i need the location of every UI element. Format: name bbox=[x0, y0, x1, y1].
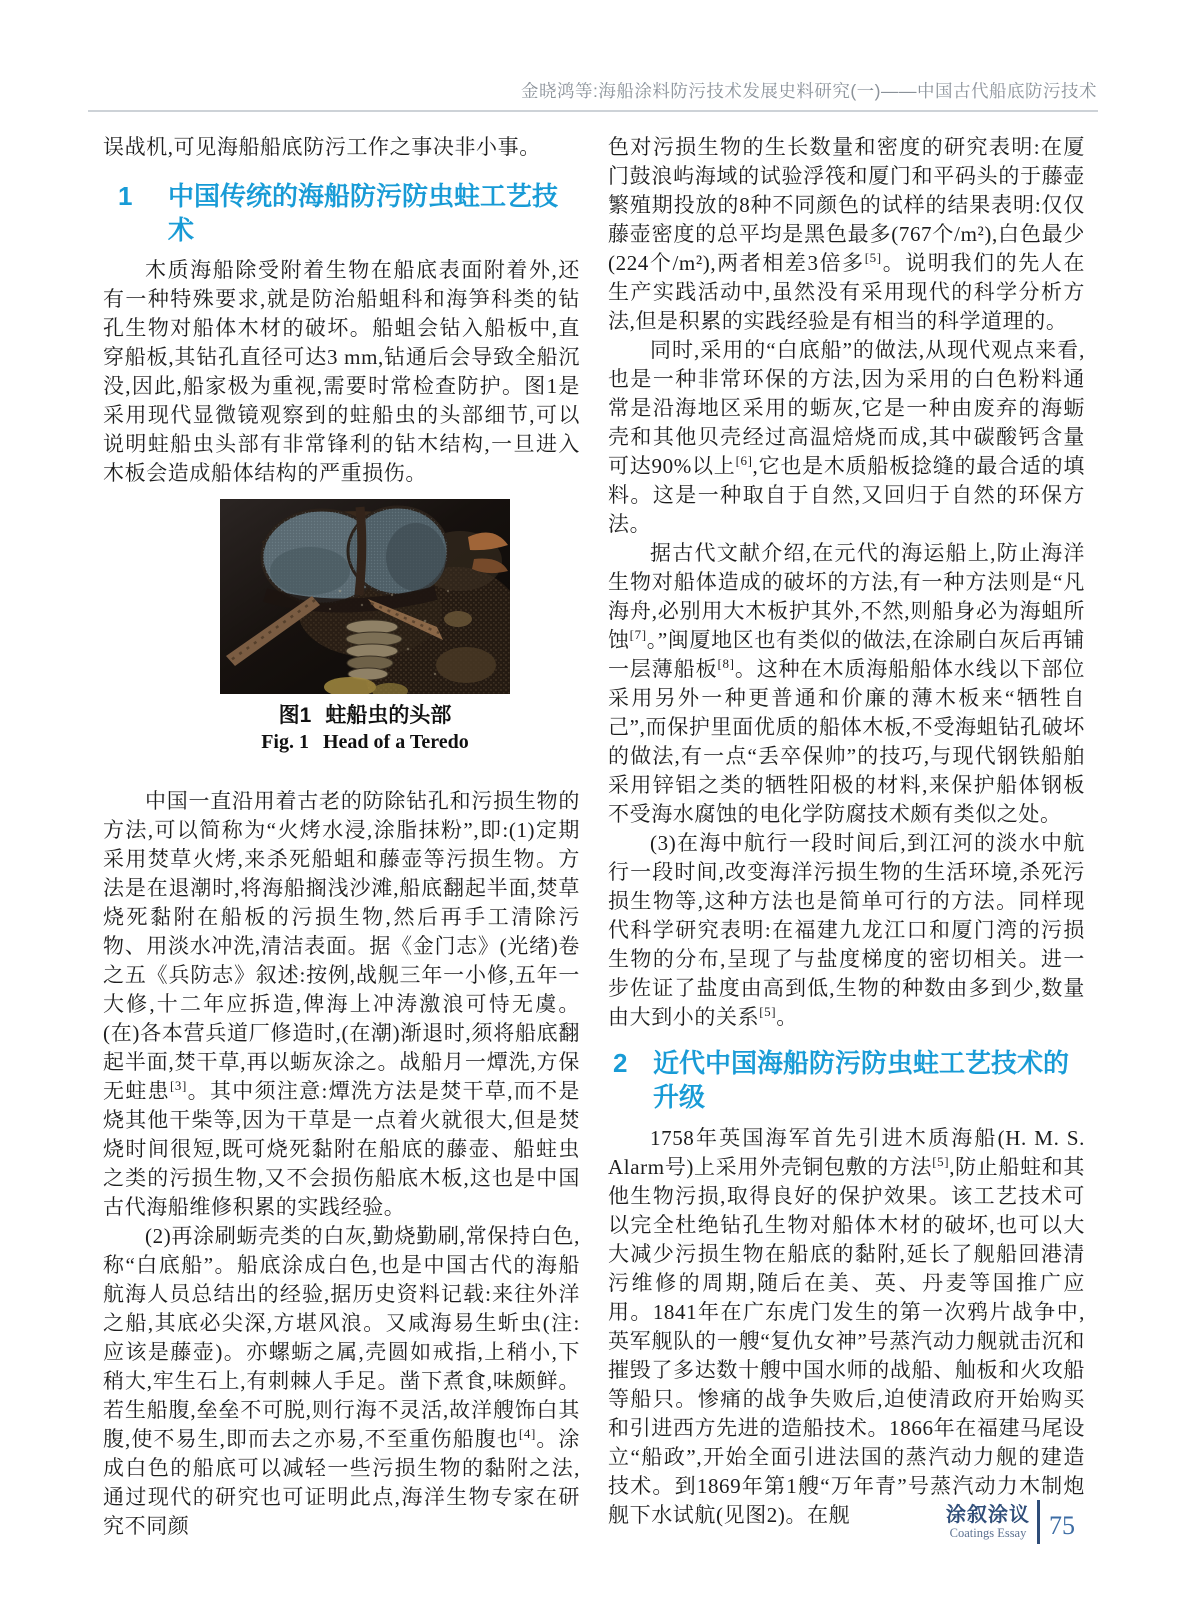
section-2-title: 近代中国海船防污防虫蛀工艺技术的升级 bbox=[653, 1048, 1070, 1112]
paragraph-continuation-intro: 误战机,可见海船船底防污工作之事决非小事。 bbox=[103, 135, 541, 159]
footer-page-number: 75 bbox=[1049, 1511, 1075, 1540]
section-1-heading bbox=[103, 179, 580, 247]
section-2-heading bbox=[608, 1046, 1085, 1114]
figure-1-caption-zh-text: 蛀船虫的头部 bbox=[325, 704, 452, 727]
paragraph-yuan-dynasty-planking: 据古代文献介绍,在元代的海运船上,防止海洋生物对船体造成的破坏的方法,有一种方法则是“凡海舟,必别用大木板护其外,不然,则船身必为海蛆所蚀[7]。”闽厦地区也有类似的做法,在涂刷白灰后再铺一层薄船板[8]。这种在木质海船船体水线以下部位采用另外一种更普通和价廉的薄木板来“牺牲自己”,而保护里面优质的船体木板,不受海蛆钻孔破坏的做法,有一点“丢卒保帅”的技巧,与现代钢铁船舶采用锌铝之类的牺牲阳极的材料,来保护船体钢板不受海水腐蚀的电化学防腐技术颇有类似之处。 bbox=[608, 541, 1085, 826]
paragraph-copper-sheathing-history: 1758年英国海军首先引进木质海船(H. M. S. Alarm号)上采用外壳铜包敷的方法[5],防止船蛀和其他生物污损,取得良好的保护效果。该工艺技术可以完全杜绝钻孔生物对船体木材的破坏,也可以大大减少污损生物在船底的黏附,延长了舰船回港清污维修的周期,随后在美、英、丹麦等国推广应用。1841年在广东虎门发生的第一次鸦片战争中,英军舰队的一艘“复仇女神”号蒸汽动力舰就击沉和摧毁了多达数十艘中国水师的战船、舢板和火攻船等船只。惨痛的战争失败后,迫使清政府开始购买和引进西方先进的造船技术。1866年在福建马尾设立“船政”,开始全面引进法国的蒸汽动力舰的建造技术。到1869年第1艘“万年青”号蒸汽动力木制炮舰下水试航(见图2)。在舰 bbox=[608, 1126, 1085, 1527]
paragraph-fire-roasting-method: 中国一直沿用着古老的防除钻孔和污损生物的方法,可以简称为“火烤水浸,涂脂抹粉”,即:(1)定期采用焚草火烤,来杀死船蛆和藤壶等污损生物。方法是在退潮时,将海船搁浅沙滩,船底翻起半面,焚草烧死黏附在船板的污损生物,然后再手工清除污物、用淡水冲洗,清洁表面。据《金门志》(光绪)卷之五《兵防志》叙述:按例,战舰三年一小修,五年一大修,十二年应拆造,俾海上冲涛激浪可恃无虞。(在)各本营兵道厂修造时,(在潮)渐退时,须将船底翻起半面,焚干草,再以蛎灰涂之。战船月一燂洗,方保无蛀患[3]。其中须注意:燂洗方法是焚干草,而不是烧其他干柴等,因为干草是一点着火就很大,但是焚烧时间很短,既可烧死黏附在船底的藤壶、船蛀虫之类的污损生物,又不会损伤船底木板,这也是中国古代海船维修积累的实践经验。 bbox=[103, 789, 580, 1219]
paragraph-freshwater-method: (3)在海中航行一段时间后,到江河的淡水中航行一段时间,改变海洋污损生物的生活环境,杀死污损生物等,这种方法也是简单可行的方法。同样现代科学研究表明:在福建九龙江口和厦门湾的污损生物的分布,呈现了与盐度梯度的密切相关。进一步佐证了盐度由高到低,生物的种数由多到少,数量由大到小的关系[5]。 bbox=[608, 831, 1085, 1029]
section-1-number: 1 bbox=[118, 181, 133, 211]
figure-1-caption-en bbox=[220, 730, 510, 754]
section-2-number: 2 bbox=[613, 1048, 628, 1078]
left-column bbox=[103, 133, 580, 1541]
section-1-title: 中国传统的海船防污防虫蛀工艺技术 bbox=[168, 181, 559, 245]
paragraph-color-test-results: 色对污损生物的生长数量和密度的研究表明:在厦门鼓浪屿海域的试验浮筏和厦门和平码头的于藤壶繁殖期投放的8种不同颜色的试样的结果表明:仅仅藤壶密度的总平均是黑色最多(767个/m²),白色最少(224个/m²),两者相差3倍多[5]。说明我们的先人在生产实践活动中,虽然没有采用现代的科学分析方法,但是积累的实践经验是有相当的科学道理的。 bbox=[608, 135, 1085, 333]
teredo-head-photo bbox=[220, 499, 510, 694]
figure-1-caption-zh bbox=[220, 704, 510, 728]
paragraph-wood-ship-damage: 木质海船除受附着生物在船底表面附着外,还有一种特殊要求,就是防治船蛆科和海笋科类的钻孔生物对船体木材的破坏。船蛆会钻入船板中,直穿船板,其钻孔直径可达3 mm,钻通后会导致全船沉没,因此,船家极为重视,需要时常检查防护。图1是采用现代显微镜观察到的蛀船虫的头部细节,可以说明蛀船虫头部有非常锋利的钻木结构,一旦进入木板会造成船体结构的严重损伤。 bbox=[103, 258, 580, 485]
figure-1-label-en: Fig. 1 bbox=[261, 731, 309, 753]
paragraph-white-lime-method: (2)再涂刷蛎壳类的白灰,勤烧勤刷,常保持白色,称“白底船”。船底涂成白色,也是中国古代的海船航海人员总结出的经验,据历史资料记载:来往外洋之船,其底必尖深,方堪风浪。又咸海易生蚚虫(注:应该是藤壶)。亦螺蛎之属,壳圆如戒指,上稍小,下稍大,牢生石上,有刺棘人手足。凿下煮食,味颇鲜。若生船腹,垒垒不可脱,则行海不灵活,故洋艘饰白其腹,使不易生,即而去之亦易,不至重伤船腹也[4]。涂成白色的船底可以减轻一些污损生物的黏附之法,通过现代的研究也可证明此点,海洋生物专家在研究不同颜 bbox=[103, 1224, 580, 1538]
page-footer bbox=[946, 1500, 1075, 1544]
footer-divider bbox=[1037, 1500, 1040, 1544]
header-divider bbox=[88, 110, 1098, 112]
footer-journal-titles bbox=[946, 1504, 1030, 1541]
figure-1-caption-en-text: Head of a Teredo bbox=[323, 731, 469, 753]
paragraph-white-bottom-eco: 同时,采用的“白底船”的做法,从现代观点来看,也是一种非常环保的方法,因为采用的白色粉料通常是沿海地区采用的蛎灰,它是一种由废弃的海蛎壳和其他贝壳经过高温焙烧而成,其中碳酸钙含量可达90%以上[6],它也是木质船板捻缝的最合适的填料。这是一种取自于自然,又回归于自然的环保方法。 bbox=[608, 338, 1085, 536]
figure-1 bbox=[220, 499, 510, 754]
figure-1-label-zh: 图1 bbox=[278, 704, 312, 727]
footer-journal-zh: 涂叙涂议 bbox=[946, 1503, 1030, 1526]
running-header-title: 金晓鸿等:海船涂料防污技术发展史料研究(一)——中国古代船底防污技术 bbox=[520, 81, 1097, 101]
footer-journal-en: Coatings Essay bbox=[949, 1525, 1027, 1540]
right-column bbox=[608, 133, 1085, 1530]
